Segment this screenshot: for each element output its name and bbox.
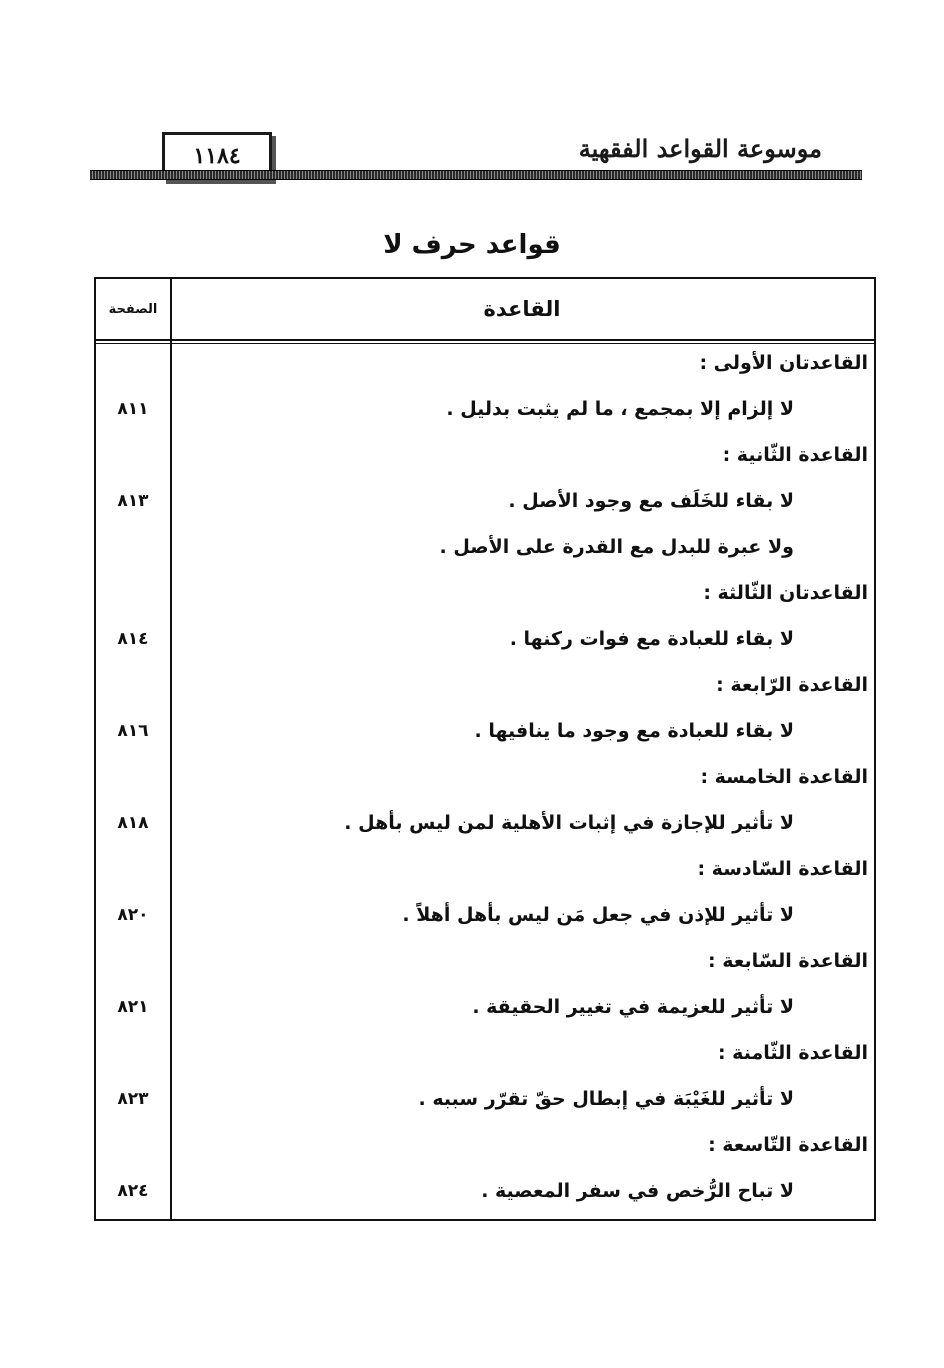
rule-text: لا بقاء للعبادة مع فوات ركنها .	[509, 628, 794, 650]
page-ref: ٨٢٠	[117, 905, 149, 925]
page-ref	[96, 1033, 170, 1073]
page-ref: ٨١٨	[117, 813, 149, 833]
table-row	[96, 895, 874, 935]
page-ref: ٨١١	[117, 399, 149, 419]
table-row	[96, 987, 874, 1027]
table-row	[96, 1171, 874, 1211]
table-row	[96, 1079, 874, 1119]
rule-text: ولا عبرة للبدل مع القدرة على الأصل .	[439, 536, 794, 558]
page-ref	[96, 527, 170, 567]
table-row	[96, 481, 874, 521]
table-row-heading	[96, 665, 874, 705]
rule-group-heading: القاعدة الرّابعة :	[716, 674, 868, 696]
section-title: قواعد حرف لا	[383, 230, 561, 260]
rule-text: لا بقاء للعبادة مع وجود ما ينافيها .	[474, 720, 794, 742]
rule-group-heading: القاعدتان الأولى :	[699, 352, 868, 374]
table-row-heading	[96, 1125, 874, 1165]
table-row-heading	[96, 849, 874, 889]
header-rule	[90, 170, 862, 180]
page-ref	[96, 665, 170, 705]
table-row-heading	[96, 941, 874, 981]
page-ref: ٨٢٣	[117, 1089, 149, 1109]
page-number: ١١٨٤	[193, 143, 241, 169]
rule-text: لا تأثير للغَيْبَة في إبطال حقّ تقرّر سببه .	[418, 1088, 794, 1110]
page-ref: ٨١٦	[117, 721, 149, 741]
page-ref	[96, 757, 170, 797]
rule-text: لا تأثير للإجازة في إثبات الأهلية لمن ليس بأهل .	[344, 812, 794, 834]
rule-group-heading: القاعدة الثّانية :	[722, 444, 868, 466]
page-ref	[96, 941, 170, 981]
column-header-rule: القاعدة	[483, 297, 561, 321]
table-row-heading	[96, 757, 874, 797]
page-ref: ٨١٣	[117, 491, 149, 511]
page-ref	[96, 1125, 170, 1165]
rule-group-heading: القاعدة التّاسعة :	[708, 1134, 868, 1156]
page-ref	[96, 435, 170, 475]
header-separator	[96, 339, 874, 341]
rules-table	[94, 277, 876, 1221]
rule-group-heading: القاعدة السّابعة :	[708, 950, 868, 972]
rule-group-heading: القاعدة السّادسة :	[697, 858, 868, 880]
rule-text: لا تباح الرُّخص في سفر المعصية .	[481, 1180, 794, 1202]
page-ref	[96, 573, 170, 613]
rule-group-heading: القاعدتان الثّالثة :	[703, 582, 868, 604]
table-row-heading	[96, 573, 874, 613]
table-row-heading	[96, 343, 874, 383]
rule-text: لا تأثير للإذن في جعل مَن ليس بأهل أهلاً .	[402, 904, 794, 926]
column-header-page: الصفحة	[108, 301, 158, 317]
page-ref: ٨٢١	[117, 997, 149, 1017]
rule-text: لا تأثير للعزيمة في تغيير الحقيقة .	[472, 996, 794, 1018]
page-ref	[96, 849, 170, 889]
rule-group-heading: القاعدة الخامسة :	[700, 766, 868, 788]
rule-group-heading: القاعدة الثّامنة :	[717, 1042, 868, 1064]
table-row-heading	[96, 1033, 874, 1073]
rule-text: لا إلزام إلا بمجمع ، ما لم يثبت بدليل .	[446, 398, 794, 420]
table-row	[96, 619, 874, 659]
page-ref: ٨١٤	[117, 629, 149, 649]
table-row	[96, 711, 874, 751]
page-ref	[96, 343, 170, 383]
table-row-heading	[96, 435, 874, 475]
page-ref: ٨٢٤	[117, 1181, 149, 1201]
table-row	[96, 389, 874, 429]
book-title: موسوعة القواعد الفقهية	[578, 134, 822, 163]
table-row	[96, 527, 874, 567]
page-header	[90, 130, 862, 190]
rule-text: لا بقاء للخَلَف مع وجود الأصل .	[508, 490, 794, 512]
table-row	[96, 803, 874, 843]
